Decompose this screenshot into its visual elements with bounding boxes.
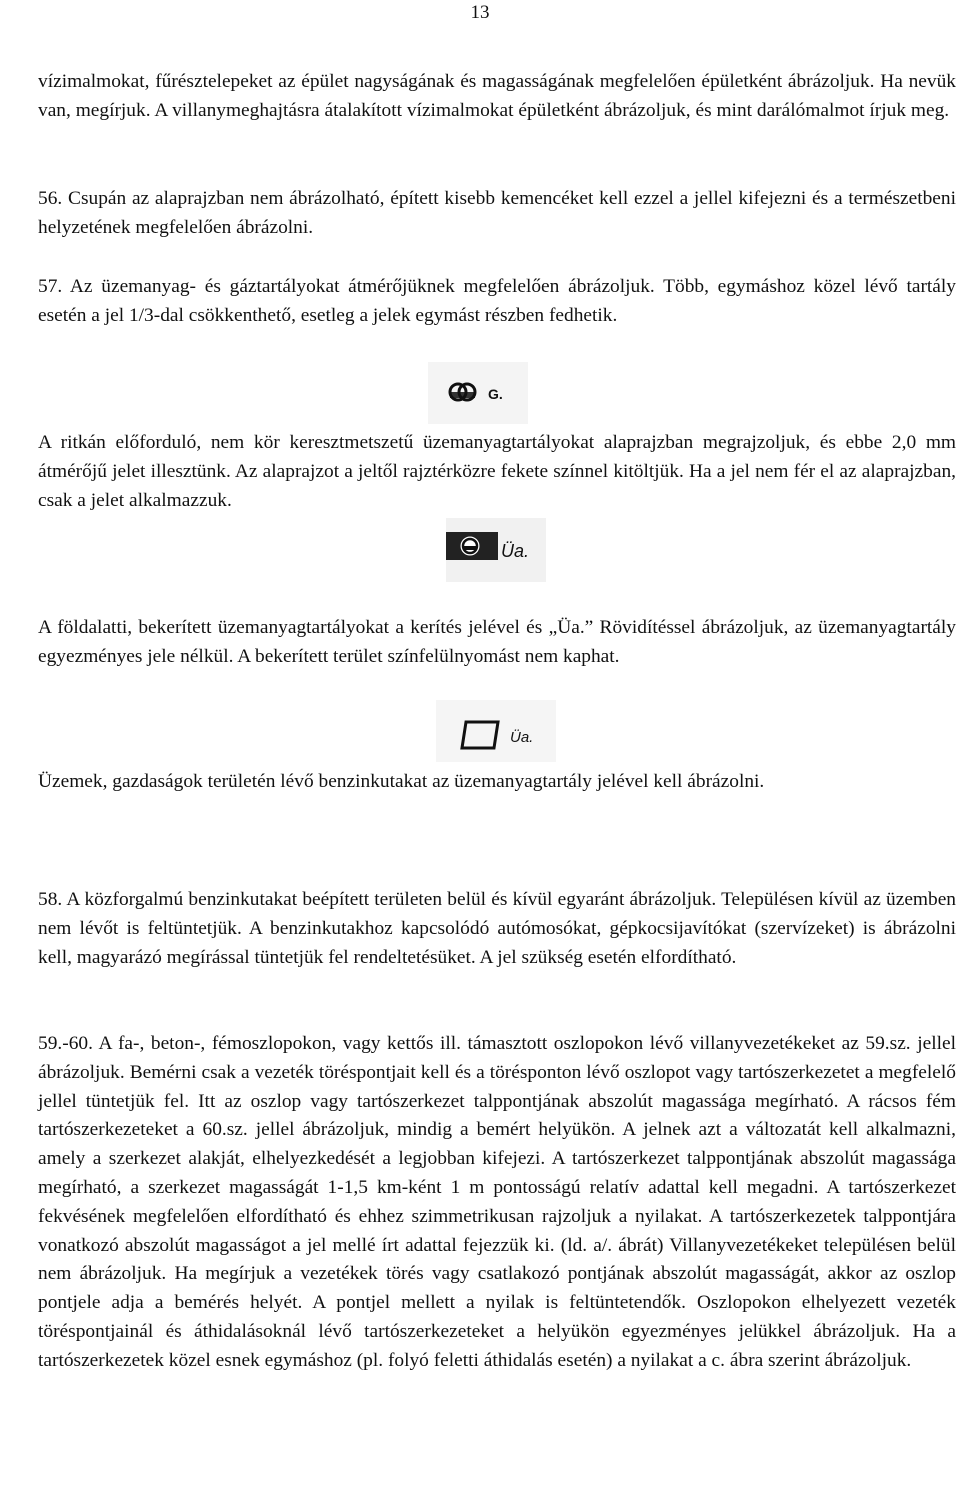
paragraph-58 [38,886,956,972]
page-number: 13 [470,2,490,23]
figure-gas-tanks-symbol [428,362,528,424]
item-text-57: Az üzemanyag- és gáztartályokat átmérőjüknek megfelelően ábrázoljuk. Több, egymáshoz közel lévő tartály esetén a jel 1/3-dal csökkenthető, esetleg a jelek egymást részben fedhetik. [38,276,956,326]
paragraph-59-60 [38,1030,956,1376]
figure-label-ua-fenced: Üa. [510,729,534,746]
item-number-58: 58. [38,889,63,910]
item-number-59-60: 59.-60. [38,1033,93,1054]
figure-fenced-tank-symbol [436,700,556,762]
paragraph-ritkan: A ritkán előforduló, nem kör keresztmetszetű üzemanyagtartályokat alaprajzban megrajzoljuk, és ebbe 2,0 mm átmérőjű jelet illesztünk. Az alaprajzot a jeltől rajztérközre fekete színnel kitöltjük. Ha a jel nem fér el az alaprajzban, csak a jelet alkalmazzuk. [38,432,956,511]
paragraph-56 [38,185,956,243]
figure-label-g: G. [488,386,503,402]
item-text-58: A közforgalmú benzinkutakat beépített területen belül és kívül egyaránt ábrázoljuk. Településen kívül az üzemben nem lévőt is feltüntetjük. A benzinkutakhoz kapcsolódó autómosókat, gépkocsijavítókat (szervízeket) is ábrázolni kell, magyarázó megírással tüntetjük fel rendeltetésüket. A jel szükség esetén elfordítható. [38,889,957,968]
item-text-59-60: A fa-, beton-, fémoszlopokon, vagy kettős ill. támasztott oszlopokon lévő villanyvezetékeket az 59.sz. jellel ábrázoljuk. Bemérni csak a vezeték töréspontjait kell és a törésponton lévő oszlopot vagy tartószerkezetet a megfelelő jellel tüntetjük fel. Itt az oszlop vagy tartószerkezet talppontjának abszolút magassága megírható. A rácsos fém tartószerkezeteket a 60.sz. jellel ábrázoljuk, mindig a bemért helyükön. A jelnek azt a változatát kell alkalmazni, amely a szerkezet alakját, elhelyezkedését a legjobban kifejezi. A tartószerkezet talppontjának abszolút magassága megírható, a szerkezet magasságát 1-1,5 km-ként 1 m pontosságú relatív adattal kell megadni. A tartószerkezet fekvésének megfelelően elfordítható és ehhez szimmetrikusan rajzoljuk a nyilakat. A tartószerkezetek talppontjára vonatkozó abszolút magasságot a jel mellé írt adattal fejezzük ki. (ld. a/. ábrát) Villanyvezetékeket településen belül nem ábrázoljuk. Ha megírjuk a vezetékek törés vagy csatlakozó pontjának abszolút magasságát, akkor az oszlop pontjele adja a bemérés helyét. A pontjel mellett a nyilak is feltüntetendők. Oszlopokon elhelyezett vezeték töréspontjainál és áthidalásoknál lévő tartószerkezeteket a helyükön egyezményes jelükkel ábrázoljuk. Ha a tartószerkezetek közel esnek egymáshoz (pl. folyó feletti áthidalás esetén) a nyilakat a c. ábra szerint ábrázoljuk. [38,1033,956,1371]
paragraph-intro: vízimalmokat, fűrésztelepeket az épület nagyságának és magasságának megfelelően épületként ábrázoljuk. Ha nevük van, megírjuk. A villanymeghajtásra átalakított vízimalmokat épületként ábrázoljuk, és mint darálómalmot írjuk meg. [38,71,956,121]
item-number-57: 57. [38,276,63,297]
paragraph-uzemek: Üzemek, gazdaságok területén lévő benzinkutakat az üzemanyagtartály jelével kell ábrázolni. [38,771,765,792]
figure-tank-outline-symbol [446,518,546,582]
paragraph-foldalatti: A földalatti, bekerített üzemanyagtartályokat a kerítés jelével és „Üa.” Rövidítéssel ábrázoljuk, az üzemanyagtartály egyezményes jele nélkül. A bekerített terület színfelülnyomást nem kaphat. [38,617,956,667]
paragraph-57 [38,273,956,331]
item-number-56: 56. [38,188,63,209]
figure-label-ua: Üa. [501,541,530,561]
item-text-56: Csupán az alaprajzban nem ábrázolható, épített kisebb kemencéket kell ezzel a jellel kifejezni és a természetbeni helyzetének megfelelően ábrázolni. [38,188,956,238]
